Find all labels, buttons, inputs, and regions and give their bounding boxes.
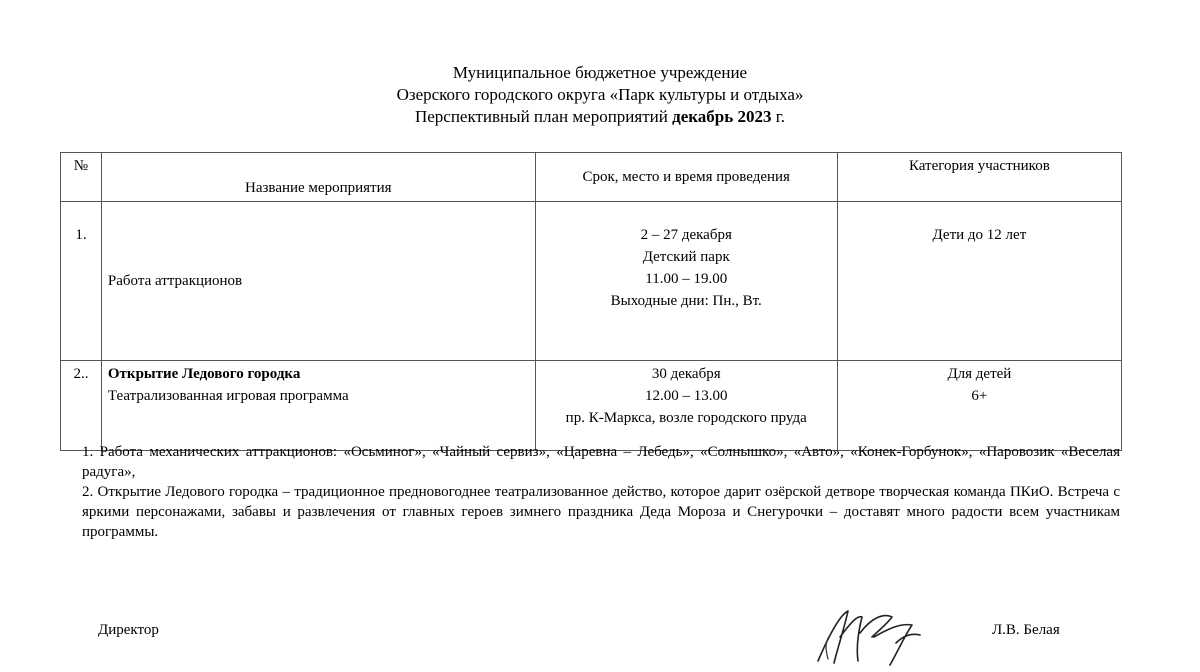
header-line-3-prefix: Перспективный план мероприятий bbox=[414, 107, 673, 126]
term-time: 11.00 – 19.00 bbox=[645, 271, 728, 287]
director-name: Л.В. Белая bbox=[992, 622, 1060, 638]
header-num: № bbox=[61, 153, 102, 202]
term-time: 12.00 – 13.00 bbox=[644, 388, 728, 404]
row-term bbox=[535, 202, 837, 361]
header-term: Срок, место и время проведения bbox=[535, 153, 837, 202]
row-num: 2.. bbox=[61, 361, 102, 451]
row-name: Работа аттракционов bbox=[101, 202, 535, 361]
header-name: Название мероприятия bbox=[101, 153, 535, 202]
note-1: 1. Работа механических аттракционов: «Осьминог», «Чайный сервиз», «Царевна – Лебедь», «Солнышко», «Авто», «Конек-Горбунок», «Паровозик «Веселая радуга», bbox=[82, 444, 1120, 480]
header-line-1: Муниципальное бюджетное учреждение bbox=[452, 63, 748, 82]
header-line-3 bbox=[0, 106, 1200, 128]
events-table bbox=[60, 152, 1122, 451]
table-header-row bbox=[61, 153, 1122, 202]
category-line: Дети до 12 лет bbox=[932, 227, 1027, 243]
row-name-title: Открытие Ледового городка bbox=[107, 366, 301, 382]
notes-section bbox=[82, 442, 1120, 542]
header-month: декабрь 2023 bbox=[672, 107, 772, 126]
note-2: 2. Открытие Ледового городка – традиционное предновогоднее театрализованное действо, которое дарит озёрской детворе творческая команда ПКиО. Встреча с яркими персонажами, забавы и развлечения от главных героев зимнего праздника Деда Мороза и Снегурочки – доставят много радости всем участникам программы. bbox=[82, 484, 1120, 540]
row-name bbox=[101, 361, 535, 451]
term-days-off: Выходные дни: Пн., Вт. bbox=[610, 293, 762, 309]
header-category: Категория участников bbox=[837, 153, 1121, 202]
header-line-3-suffix: г. bbox=[771, 107, 786, 126]
document-header bbox=[0, 62, 1200, 128]
term-date: 2 – 27 декабря bbox=[640, 227, 732, 243]
category-age: 6+ bbox=[971, 388, 988, 404]
table-row bbox=[61, 361, 1122, 451]
row-num: 1. bbox=[61, 202, 102, 361]
term-date: 30 декабря bbox=[651, 366, 721, 382]
row-term bbox=[535, 361, 837, 451]
row-name-subtitle: Театрализованная игровая программа bbox=[107, 388, 349, 404]
row-category bbox=[837, 361, 1121, 451]
category-line: Для детей bbox=[947, 366, 1012, 382]
row-category bbox=[837, 202, 1121, 361]
signature-image bbox=[800, 603, 930, 669]
table-row bbox=[61, 202, 1122, 361]
header-line-2: Озерского городского округа «Парк культуры и отдыха» bbox=[396, 85, 804, 104]
term-place: пр. К-Маркса, возле городского пруда bbox=[565, 410, 807, 426]
term-place: Детский парк bbox=[642, 249, 730, 265]
director-title: Директор bbox=[98, 622, 159, 638]
